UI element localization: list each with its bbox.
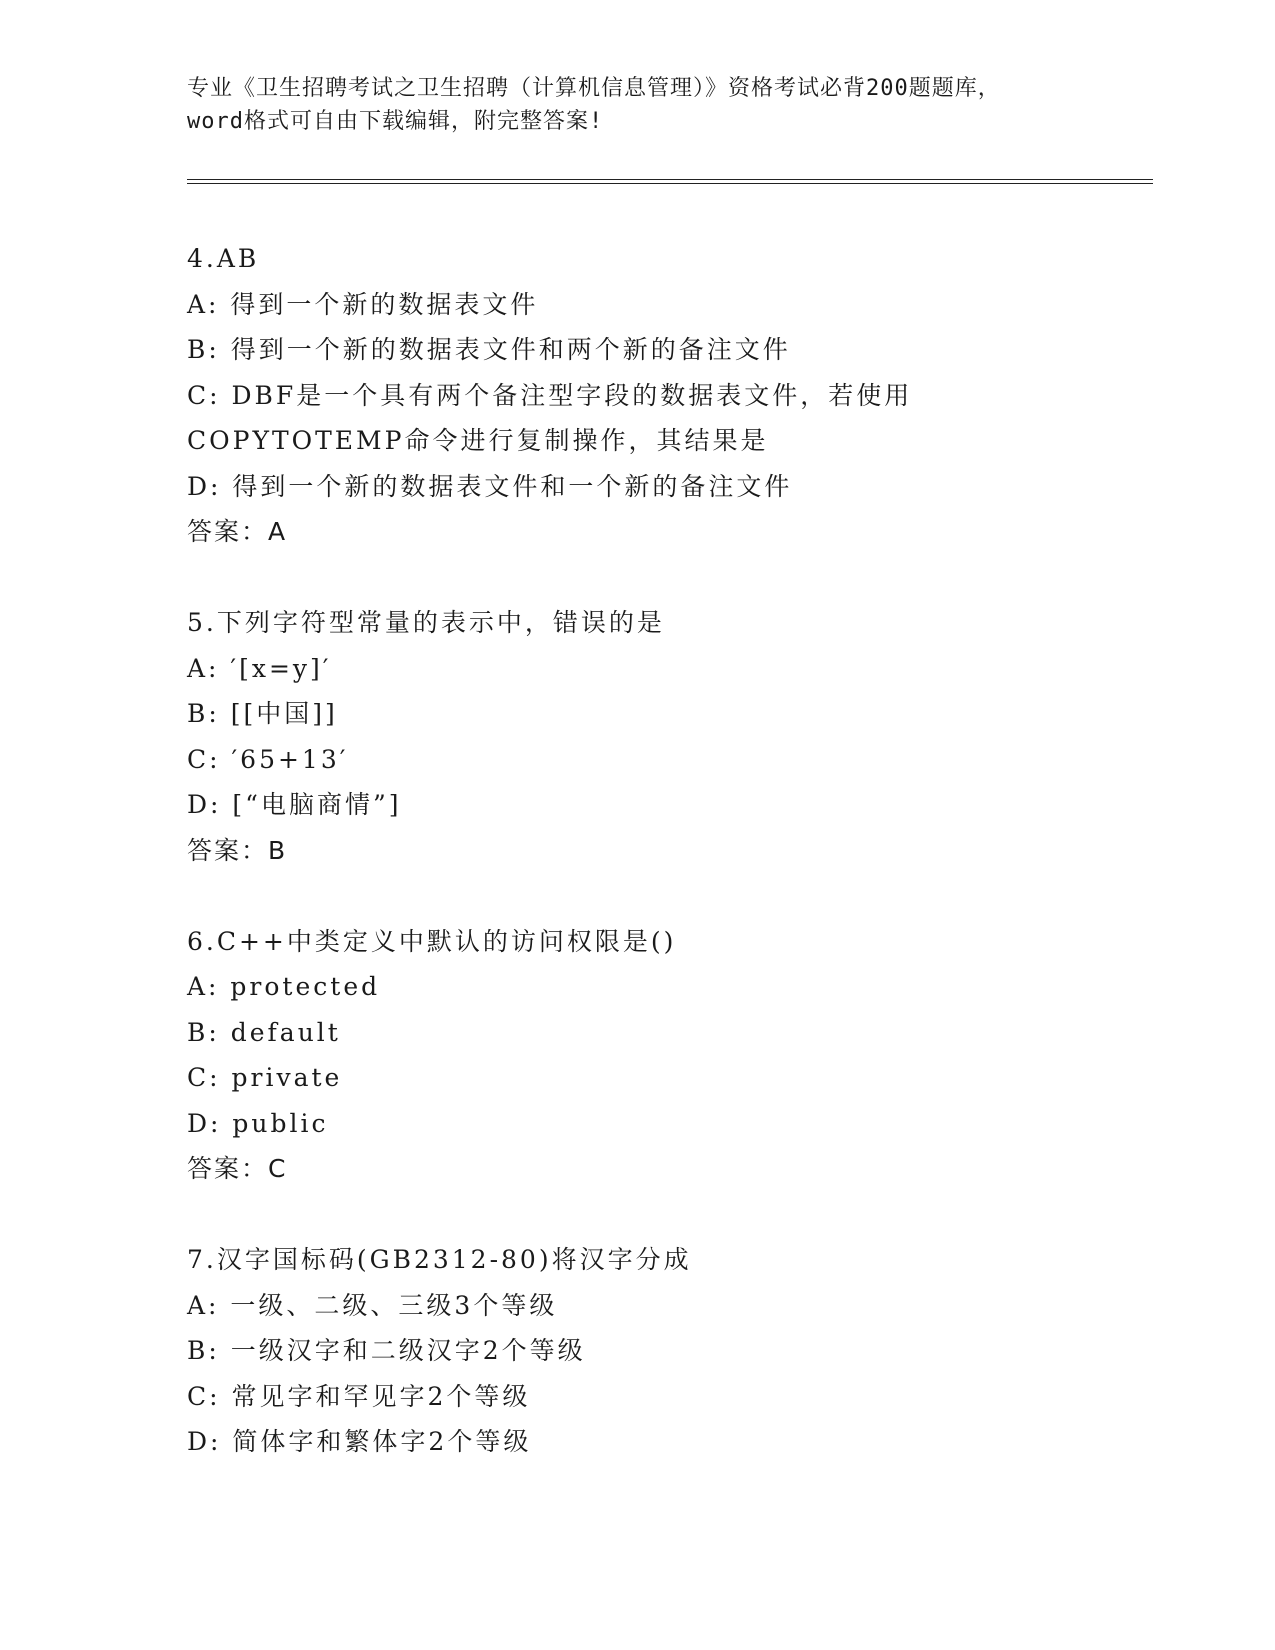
question-4 xyxy=(187,236,1187,555)
option-c: C: private xyxy=(187,1063,343,1092)
option-a: A: 一级、二级、三级3个等级 xyxy=(187,1290,558,1320)
header-title-line-2: word格式可自由下载编辑，附完整答案! xyxy=(187,109,604,134)
option-a: A: ′[x=y]′ xyxy=(187,653,332,683)
option-b: B: 一级汉字和二级汉字2个等级 xyxy=(187,1336,586,1365)
option-c: C: 常见字和罕见字2个等级 xyxy=(187,1381,531,1411)
answer-label: 答案：A xyxy=(187,517,288,546)
answer-label: 答案：C xyxy=(187,1154,288,1183)
question-7 xyxy=(187,1237,1187,1465)
option-d: D: public xyxy=(187,1108,329,1138)
question-5 xyxy=(187,600,1187,873)
question-stem: 6.C++中类定义中默认的访问权限是() xyxy=(187,926,677,956)
option-b: B: default xyxy=(187,1017,341,1047)
option-b: B: 得到一个新的数据表文件和两个新的备注文件 xyxy=(187,335,791,364)
option-c: C: DBF是一个具有两个备注型字段的数据表文件，若使用COPYTOTEMP命令进行复制操作，其结果是 xyxy=(187,380,913,455)
option-d: D: 简体字和繁体字2个等级 xyxy=(187,1427,532,1456)
option-d: D: 得到一个新的数据表文件和一个新的备注文件 xyxy=(187,471,793,501)
question-list xyxy=(187,236,1187,1465)
question-stem: 4.AB xyxy=(187,244,260,273)
option-a: A: 得到一个新的数据表文件 xyxy=(187,289,539,319)
question-6 xyxy=(187,919,1187,1192)
header-divider-bottom xyxy=(187,183,1153,184)
option-b: B: [[中国]] xyxy=(187,699,338,728)
question-stem: 7.汉字国标码(GB2312-80)将汉字分成 xyxy=(187,1245,692,1274)
question-stem: 5.下列字符型常量的表示中，错误的是 xyxy=(187,608,665,637)
option-a: A: protected xyxy=(187,972,381,1001)
header-divider-top xyxy=(187,179,1153,180)
answer-label: 答案：B xyxy=(187,835,288,865)
document-header xyxy=(187,72,1087,138)
option-d: D: [“电脑商情”] xyxy=(187,790,402,819)
header-title-line-1: 专业《卫生招聘考试之卫生招聘（计算机信息管理）》资格考试必背200题题库， xyxy=(187,76,1001,101)
option-c: C: ′65+13′ xyxy=(187,744,349,774)
